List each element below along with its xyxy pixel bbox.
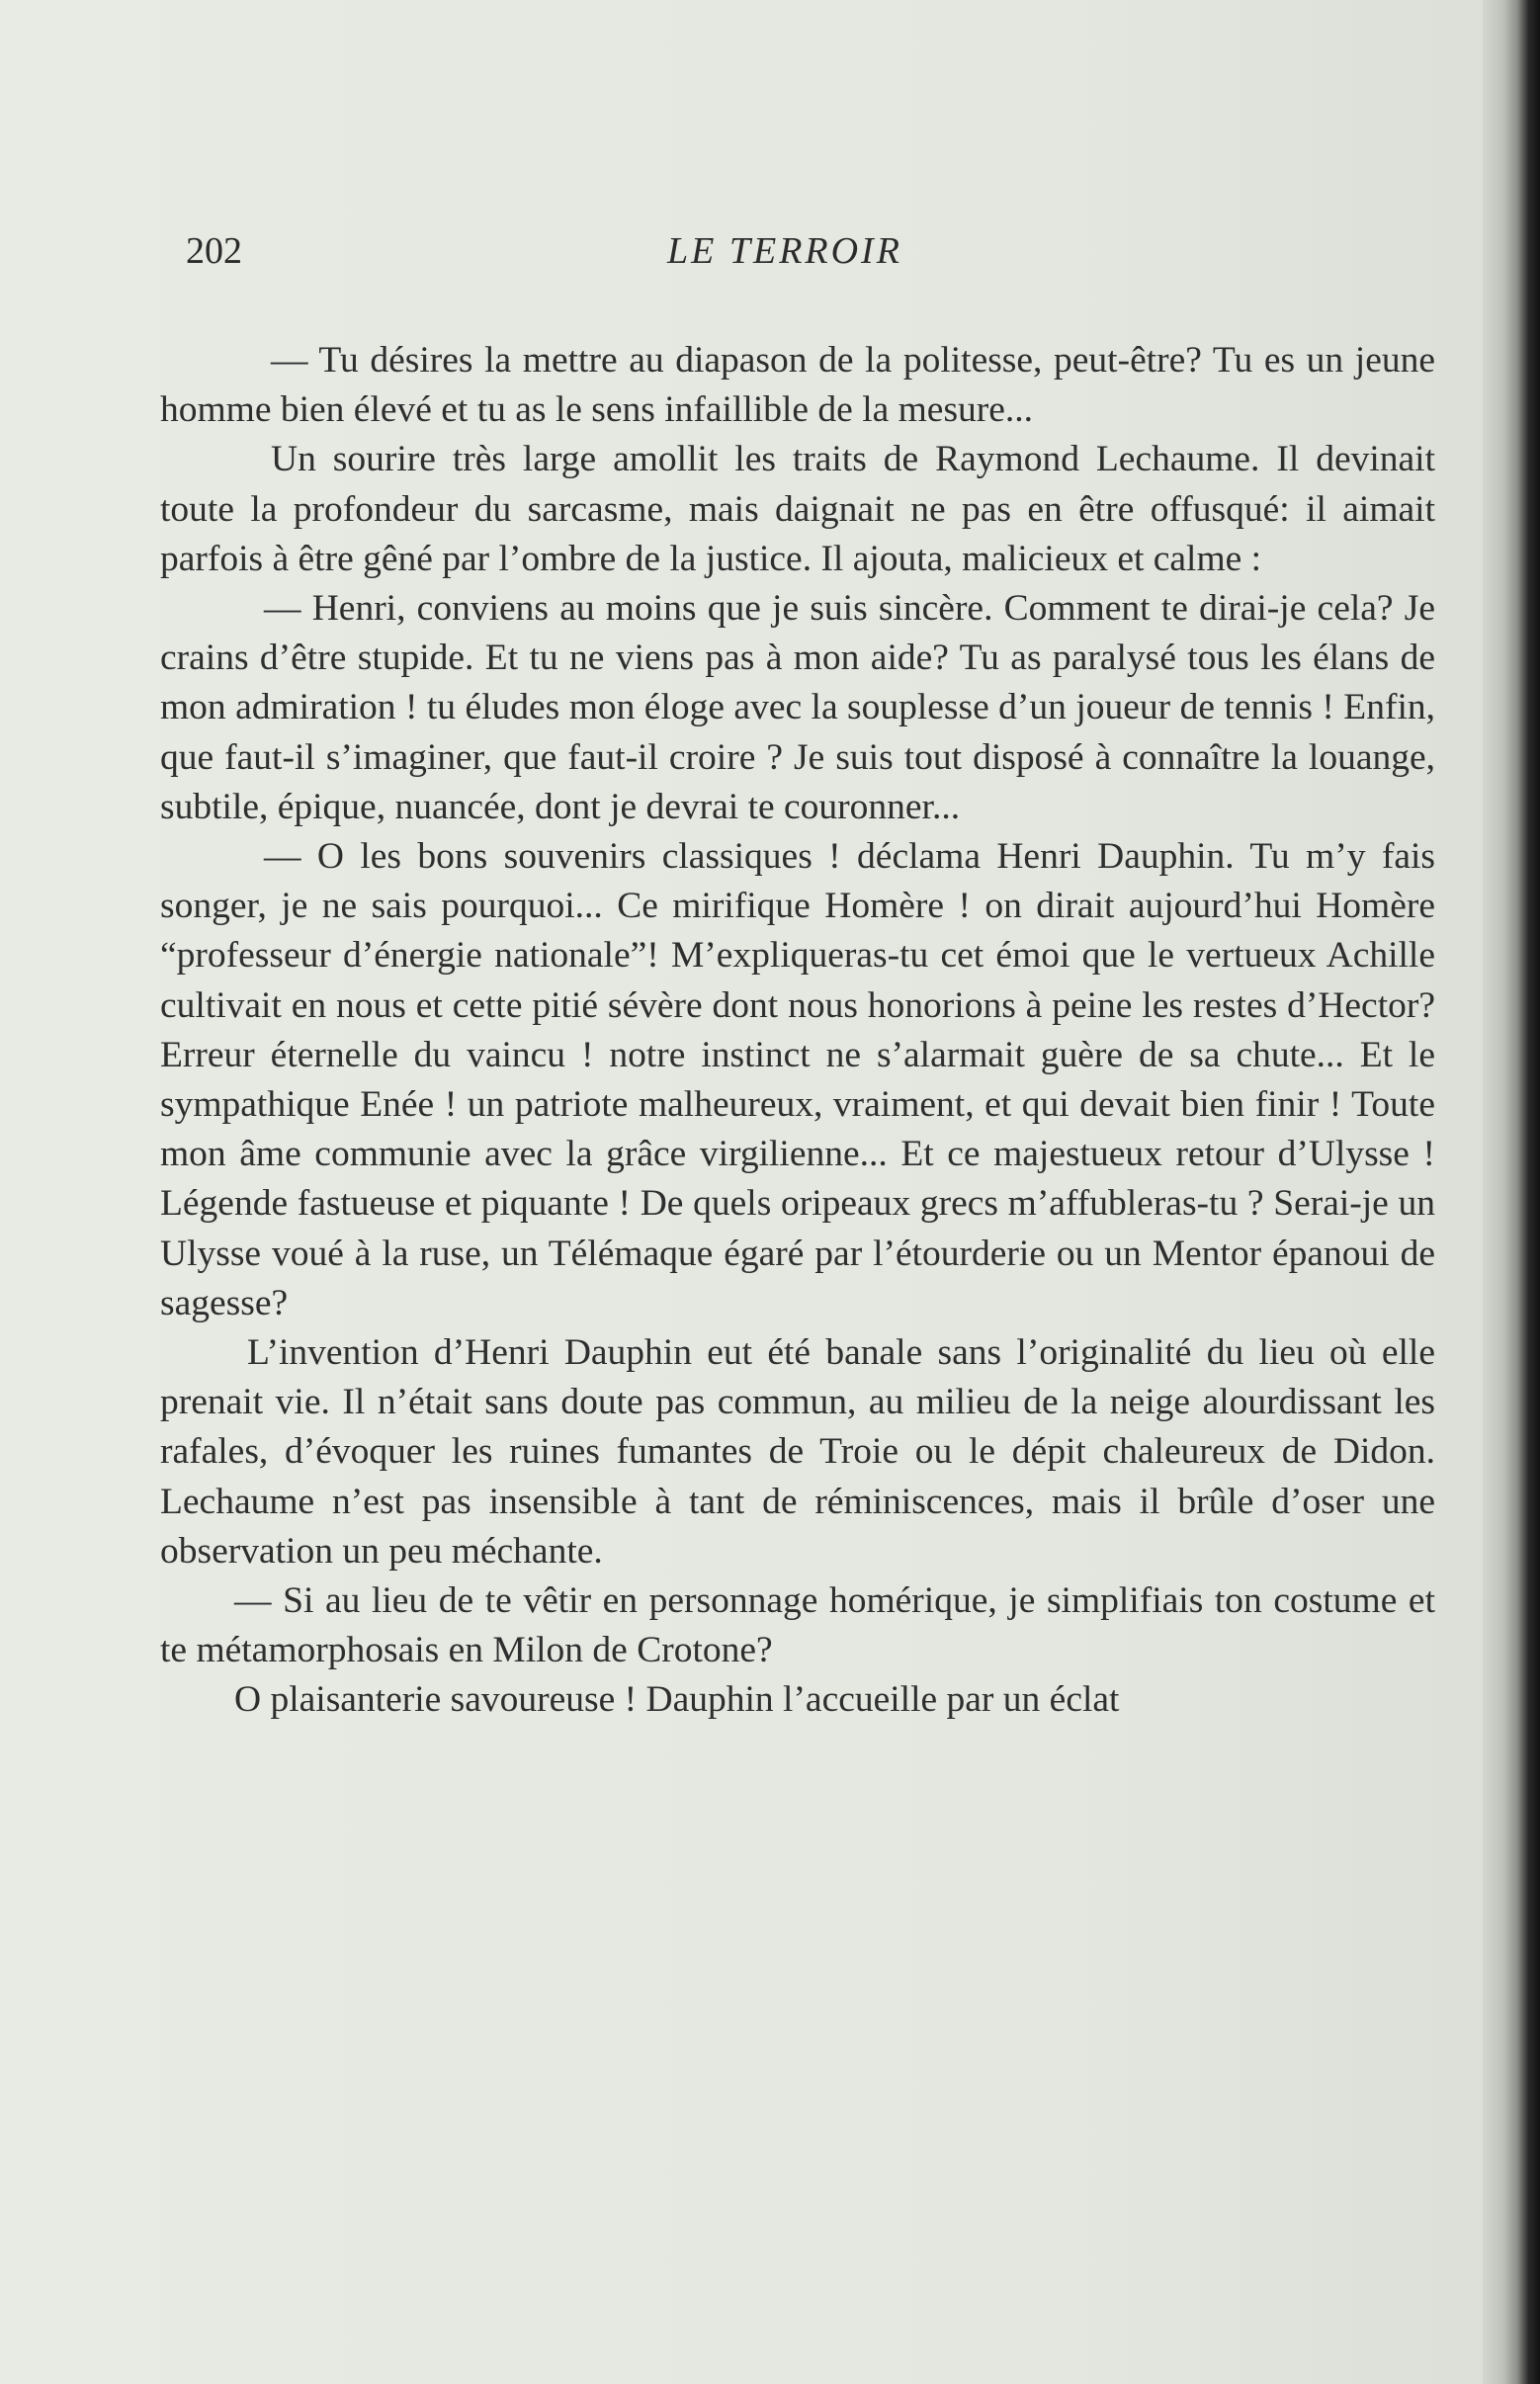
paragraph: — Henri, conviens au moins que je suis sincère. Comment te dirai-je cela? Je crains d’être stupide. Et tu ne viens pas à mon aide? Tu as paralysé tous les élans de mon admiration ! tu éludes mon éloge avec la souplesse d’un joueur de tennis ! Enfin, que faut-il s’imaginer, que faut-il croire ? Je suis tout disposé à connaître la louange, subtile, épique, nuancée, dont je devrai te couronner... [160, 588, 1435, 827]
paragraph: — Si au lieu de te vêtir en personnage homérique, je simplifiais ton costume et te métamorphosais en Milon de Crotone? [160, 1580, 1435, 1671]
paragraph: L’invention d’Henri Dauphin eut été banale sans l’originalité du lieu où elle prenait vie. Il n’était sans doute pas commun, au milieu de la neige alourdissant les rafales, d’évoquer les ruines fumantes de Troie ou le dépit chaleureux de Didon. Lechaume n’est pas insensible à tant de réminiscences, mais il brûle d’oser une observation un peu méchante. [160, 1332, 1435, 1572]
paragraph: O plaisanterie savoureuse ! Dauphin l’accueille par un éclat [234, 1679, 1120, 1721]
page-header [186, 229, 1436, 289]
page-number: 202 [186, 230, 242, 272]
paragraph: — Tu désires la mettre au diapason de la politesse, peut-être? Tu es un jeune homme bien élevé et tu as le sens infaillible de la mesure... [160, 340, 1435, 431]
paragraph: — O les bons souvenirs classiques ! déclama Henri Dauphin. Tu m’y fais songer, je ne sais pourquoi... Ce mirifique Homère ! on dirait aujourd’hui Homère “professeur d’énergie nationale”! M’expliqueras-tu cet émoi que le vertueux Achille cultivait en nous et cette pitié sévère dont nous honorions à peine les restes d’Hector? Erreur éternelle du vaincu ! notre instinct ne s’alarmait guère de sa chute... Et le sympathique Enée ! un patriote malheureux, vraiment, et qui devait bien finir ! Toute mon âme communie avec la grâce virgilienne... Et ce majestueux retour d’Ulysse ! Légende fastueuse et piquante ! De quels oripeaux grecs m’affubleras-tu ? Serai-je un Ulysse voué à la ruse, un Télémaque égaré par l’étourderie ou un Mentor épanoui de sagesse? [160, 836, 1435, 1323]
paragraph: Un sourire très large amollit les traits de Raymond Lechaume. Il devinait toute la profondeur du sarcasme, mais daignait ne pas en être offusqué: il aimait parfois à être gêné par l’ombre de la justice. Il ajouta, malicieux et calme : [160, 439, 1435, 579]
book-spine-shadow [1483, 0, 1540, 2384]
body-text [160, 336, 1435, 1726]
running-title: LE TERROIR [667, 230, 902, 272]
